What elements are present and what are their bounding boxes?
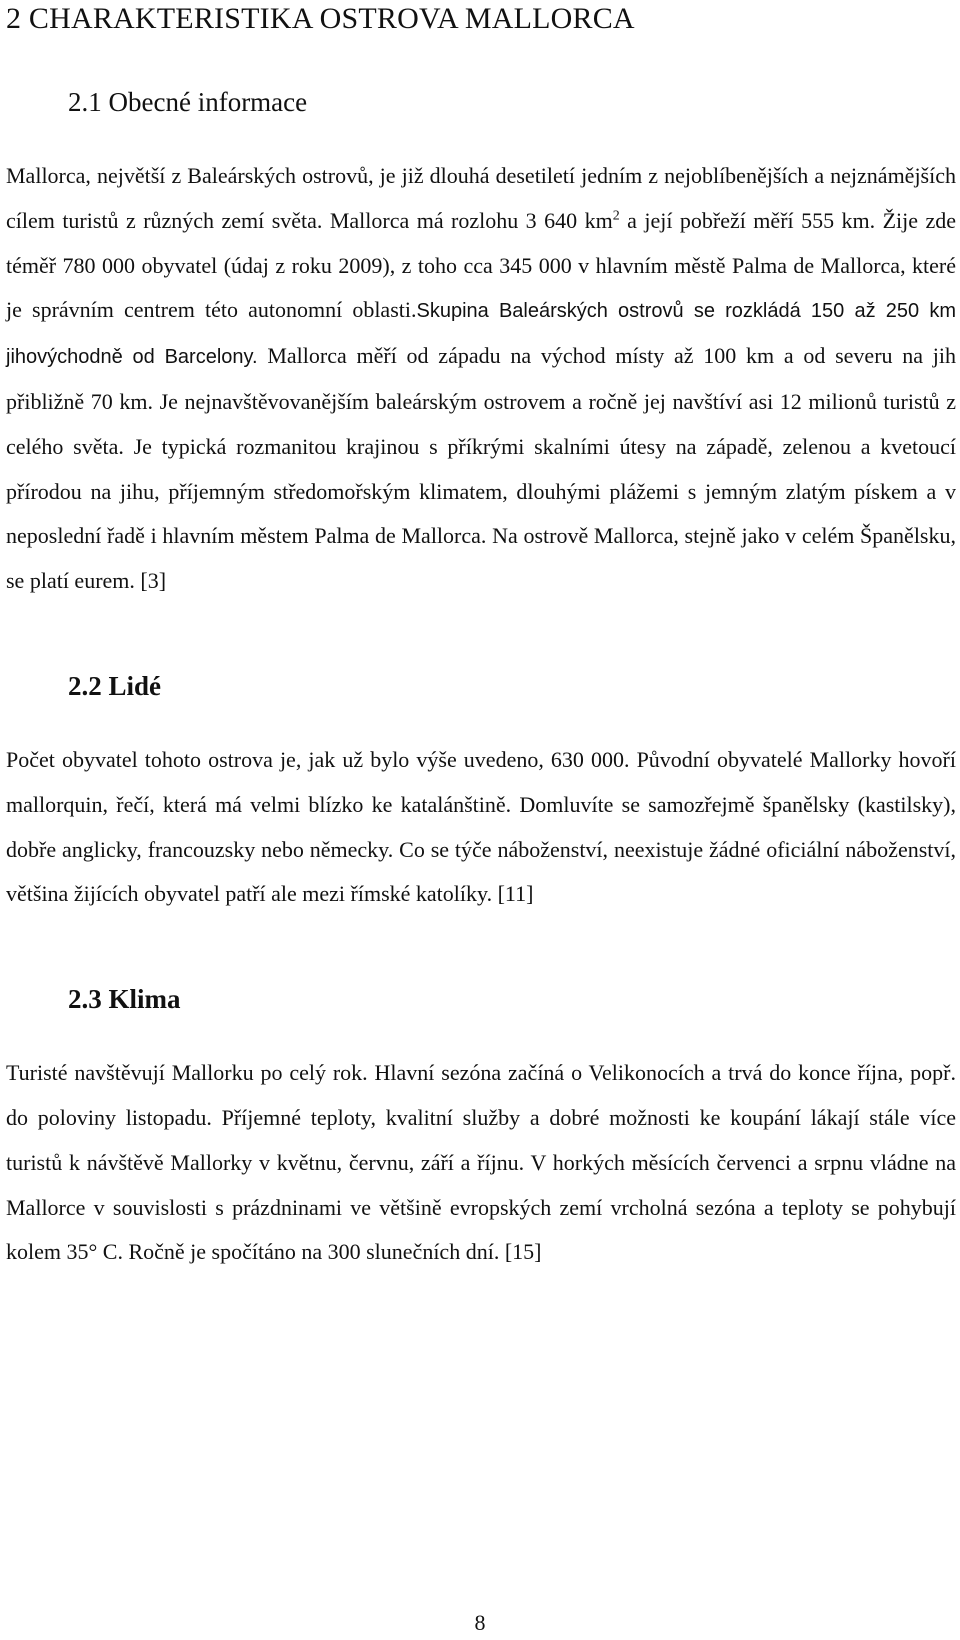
section-heading-people: 2.2 Lidé [68, 670, 162, 701]
text-segment: a její pobřeží měří 555 km. Žije zde téměř 780 000 obyvatel (údaj z roku 2009), z toho cca 345 000 v hlavním městě Palma de Mallorca, které je správním centrem této autonomní oblasti. [6, 207, 956, 323]
paragraph-general-info [6, 154, 956, 604]
chapter-heading: 2 CHARAKTERISTIKA OSTROVA MALLORCA [6, 2, 635, 35]
text-segment: Mallorca, největší z Baleárských ostrovů, je již dlouhá desetiletí jedním z nejoblíbenějších a nejznámějších cílem turistů z různých zemí světa. Mallorca má rozlohu 3 640 km [6, 163, 956, 233]
paragraph-climate: Turisté navštěvují Mallorku po celý rok. Hlavní sezóna začíná o Velikonocích a trvá do konce října, popř. do poloviny listopadu. Příjemné teploty, kvalitní služby a dobré možnosti ke koupání lákají stále více turistů k návštěvě Mallorky v květnu, červnu, září a říjnu. V horkých měsících červenci a srpnu vládne na Mallorce v souvislosti s prázdninami ve většině evropských zemí vrcholná sezóna a teploty se pohybují kolem 35° C. Ročně je spočítáno na 300 slunečních dní. [15] [6, 1060, 956, 1265]
text-segment-sans: Skupina Baleárských ostrovů se rozkládá 150 až 250 km jihovýchodně od Barcelony. [6, 300, 956, 369]
superscript: 2 [612, 208, 620, 224]
section-heading-general-info: 2.1 Obecné informace [68, 87, 308, 117]
paragraph-people: Počet obyvatel tohoto ostrova je, jak už bylo výše uvedeno, 630 000. Původní obyvatelé Mallorky hovoří mallorquin, řečí, která má velmi blízko ke katalánštině. Domluvíte se samozřejmě španělsky (kastilsky), dobře anglicky, francouzsky nebo německy. Co se týče náboženství, neexistuje žádné oficiální náboženství, většina žijících obyvatel patří ale mezi římské katolíky. [11] [6, 746, 956, 907]
page-number: 8 [474, 1610, 486, 1635]
document-page [6, 0, 956, 1275]
text-segment: Mallorca měří od západu na východ místy až 100 km a od severu na jih přibližně 70 km. Je nejnavštěvovanějším baleárským ostrovem a ročně jej navštíví asi 12 milionů turistů z celého světa. Je typická rozmanitou krajinou s příkrými skalními útesy na západě, zelenou a kvetoucí přírodou na jihu, příjemným středomořským klimatem, dlouhými plážemi s jemným zlatým pískem a v neposlední řadě i hlavním městem Palma de Mallorca. Na ostrově Mallorca, stejně jako v celém Španělsku, se platí eurem. [3] [6, 343, 956, 594]
section-heading-climate: 2.3 Klima [68, 984, 181, 1015]
